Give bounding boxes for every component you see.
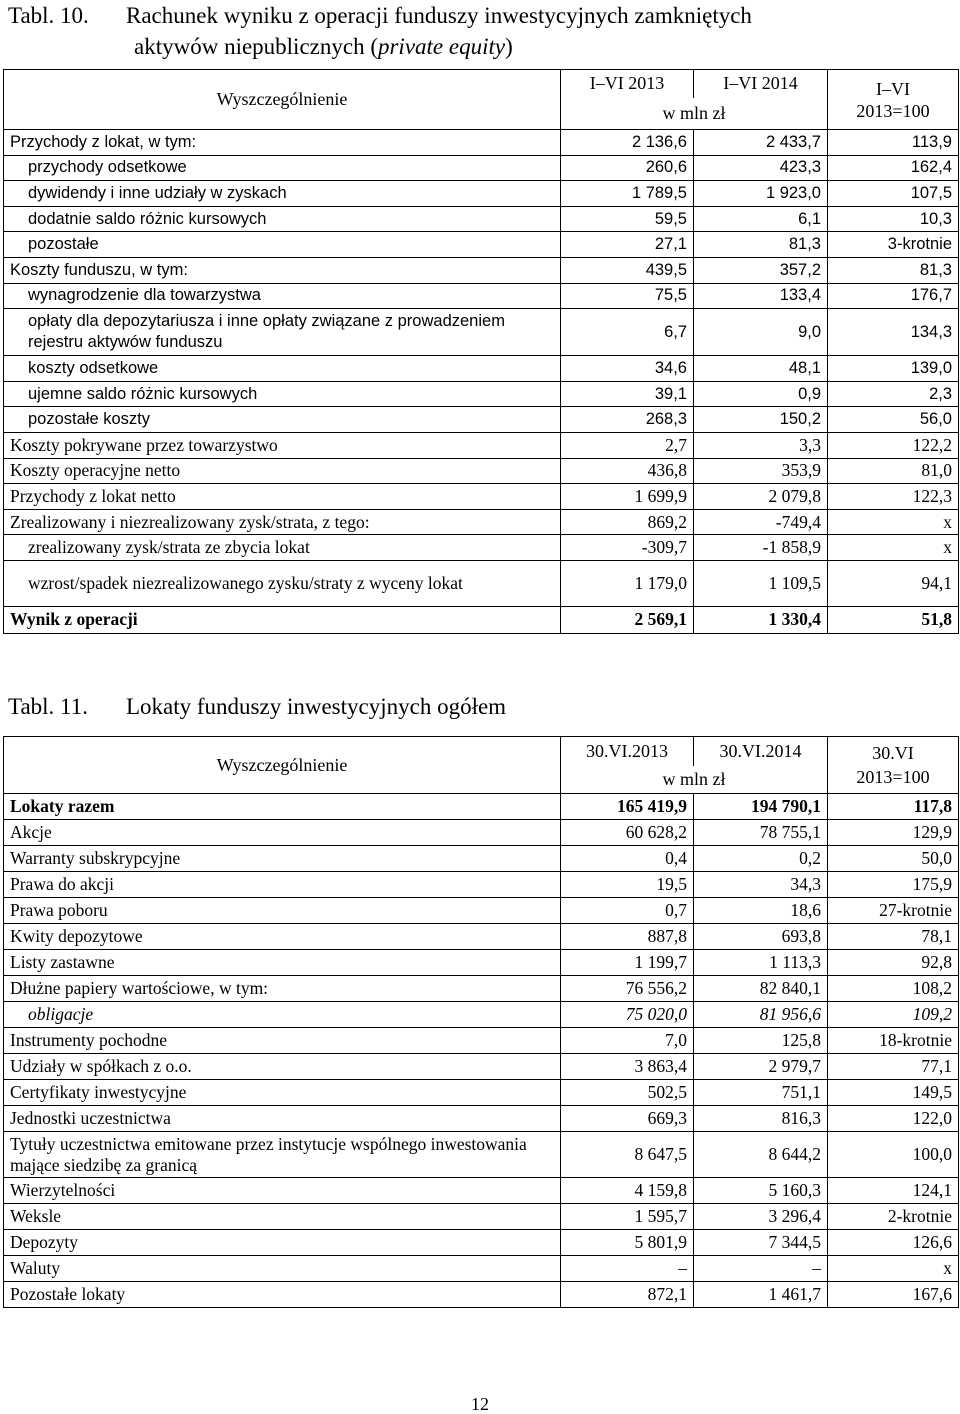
table10-row-value-1: 39,1 [561,381,694,407]
table11-row [4,1002,959,1028]
table10-row-value-3: 2,3 [828,381,959,407]
table11-row-value-2: 78 755,1 [694,820,828,846]
table10-row-value-1: 6,7 [561,309,694,356]
table10-header-col2: I–VI 2014 [694,70,828,98]
table10-row-value-1: 1 179,0 [561,560,694,606]
table11-row-value-3: 18-krotnie [828,1028,959,1054]
table11-row-value-1: 669,3 [561,1106,694,1132]
table10-row-label: wynagrodzenie dla towarzystwa [4,283,561,309]
table11-row [4,1132,959,1178]
table11-row-value-1: 76 556,2 [561,976,694,1002]
table11-row-value-3: 77,1 [828,1054,959,1080]
table10-row [4,458,959,484]
table10-row-value-1: 2,7 [561,432,694,458]
table10-row-value-3: 10,3 [828,206,959,232]
table11-row-label: Dłużne papiery wartościowe, w tym: [4,976,561,1002]
table11-row-label: Akcje [4,820,561,846]
table11-row-value-1: 502,5 [561,1080,694,1106]
table11-header-col3-line2: 2013=100 [856,767,930,787]
table10-row [4,381,959,407]
table10-row-value-3: 134,3 [828,309,959,356]
table11-row-value-2: 34,3 [694,872,828,898]
table10-title-line1: Rachunek wyniku z operacji funduszy inwestycyjnych zamkniętych [126,3,752,28]
table10-row-value-2: 6,1 [694,206,828,232]
table10-row-value-3: 3-krotnie [828,232,959,258]
table11-row [4,794,959,820]
table10-row-value-2: -749,4 [694,509,828,535]
table11-row [4,820,959,846]
table11-row-value-1: 1 595,7 [561,1204,694,1230]
table11-number: Tabl. 11. [8,694,88,719]
table11-row-value-3: 149,5 [828,1080,959,1106]
table11-row-value-3: 109,2 [828,1002,959,1028]
table11-row-value-2: 693,8 [694,924,828,950]
table11-row-label: Depozyty [4,1230,561,1256]
table10-row [4,309,959,356]
table11-row-label: Prawa do akcji [4,872,561,898]
table11-row [4,1282,959,1308]
table11-row-label: Jednostki uczestnictwa [4,1106,561,1132]
table11-row [4,1080,959,1106]
table10-row-value-1: 1 789,5 [561,181,694,207]
table10-row-label: Przychody z lokat, w tym: [4,130,561,156]
table11-row-value-1: 887,8 [561,924,694,950]
table11-row-value-3: 126,6 [828,1230,959,1256]
table11-title [8,691,506,722]
table11-row-label: Lokaty razem [4,794,561,820]
table10-row-value-3: 81,3 [828,257,959,283]
table10-row-value-1: 260,6 [561,155,694,181]
table10-row-value-1: 75,5 [561,283,694,309]
table10-row-value-3: x [828,535,959,561]
table10-row-value-2: 0,9 [694,381,828,407]
table10 [3,69,959,634]
table10-row-value-3: 176,7 [828,283,959,309]
table10-header-col1: I–VI 2013 [561,70,694,98]
table10-row-value-2: 133,4 [694,283,828,309]
table10-title-line2 [8,31,948,62]
table10-row-value-3: 56,0 [828,407,959,433]
table11-row-value-3: 167,6 [828,1282,959,1308]
table10-row-value-3: 113,9 [828,130,959,156]
table11-row [4,846,959,872]
table10-title [8,0,948,62]
table11-row-value-2: 5 160,3 [694,1178,828,1204]
table11-row [4,1230,959,1256]
table11-row-value-2: 81 956,6 [694,1002,828,1028]
table11-row-value-2: 0,2 [694,846,828,872]
table10-row [4,432,959,458]
table10-row-value-2: 1 109,5 [694,560,828,606]
table11-row [4,924,959,950]
table10-row-value-3: 81,0 [828,458,959,484]
table11-row-label: Pozostałe lokaty [4,1282,561,1308]
table10-header-col3-line2: 2013=100 [856,100,930,121]
table10-title-line2-italic: private equity [377,34,506,59]
table11-header-col2: 30.VI.2014 [694,737,828,766]
table10-header-col3-line1: I–VI [876,78,910,99]
table11-row-value-2: 816,3 [694,1106,828,1132]
table11-row [4,976,959,1002]
table11-row-value-1: – [561,1256,694,1282]
table11-row-label: Prawa poboru [4,898,561,924]
table10-row-value-2: 3,3 [694,432,828,458]
table10-header-unit: w mln zł [561,98,828,130]
table11-row [4,1028,959,1054]
table11-row-value-1: 5 801,9 [561,1230,694,1256]
table11-row-value-1: 872,1 [561,1282,694,1308]
table11-row-value-3: 129,9 [828,820,959,846]
table10-row [4,484,959,510]
table11-row-label: Kwity depozytowe [4,924,561,950]
table10-row-value-3: x [828,509,959,535]
table10-row-value-2: 423,3 [694,155,828,181]
table10-row-value-2: 9,0 [694,309,828,356]
table10-row-value-3: 94,1 [828,560,959,606]
table11-header-col3-line1: 30.VI [872,743,914,763]
table11-row-value-3: 175,9 [828,872,959,898]
table10-row-value-3: 162,4 [828,155,959,181]
table11-row [4,1256,959,1282]
table10-row [4,181,959,207]
table11-row-value-3: 100,0 [828,1132,959,1178]
table10-row-value-1: 34,6 [561,356,694,382]
table11-row [4,950,959,976]
table10-row-label: Zrealizowany i niezrealizowany zysk/strata, z tego: [4,509,561,535]
table11-row-value-2: 194 790,1 [694,794,828,820]
table11-row-value-2: – [694,1256,828,1282]
table10-row-label: Koszty funduszu, w tym: [4,257,561,283]
table10-header-col3 [828,70,959,130]
table11-row-value-2: 82 840,1 [694,976,828,1002]
table10-row [4,407,959,433]
table10-row-label: dywidendy i inne udziały w zyskach [4,181,561,207]
table11-row-value-1: 0,4 [561,846,694,872]
table10-row-value-2: -1 858,9 [694,535,828,561]
table11-row-value-1: 1 199,7 [561,950,694,976]
table10-row-label: Wynik z operacji [4,606,561,633]
table10-row-value-3: 107,5 [828,181,959,207]
table11-title-text: Lokaty funduszy inwestycyjnych ogółem [126,694,507,719]
table11-row-value-1: 4 159,8 [561,1178,694,1204]
table10-row-value-2: 1 923,0 [694,181,828,207]
table11-row-value-2: 1 461,7 [694,1282,828,1308]
table11-row-label: Warranty subskrypcyjne [4,846,561,872]
table11-row-value-2: 18,6 [694,898,828,924]
table11-row [4,872,959,898]
table10-row-label: opłaty dla depozytariusza i inne opłaty związane z prowadzeniem rejestru aktywów funduszu [4,309,561,356]
table10-row [4,535,959,561]
table11-row-value-1: 0,7 [561,898,694,924]
table10-row [4,283,959,309]
table10-row [4,509,959,535]
table11-row-value-2: 8 644,2 [694,1132,828,1178]
table11-row [4,1054,959,1080]
table10-row [4,155,959,181]
table11-row-value-3: 78,1 [828,924,959,950]
table10-row [4,356,959,382]
table11-row-value-1: 165 419,9 [561,794,694,820]
table10-row-label: wzrost/spadek niezrealizowanego zysku/straty z wyceny lokat [4,560,561,606]
table10-row-value-1: 2 136,6 [561,130,694,156]
table11-row-value-3: 108,2 [828,976,959,1002]
table11-row-label: obligacje [4,1002,561,1028]
table11-row-value-3: 92,8 [828,950,959,976]
table11-row [4,1204,959,1230]
table11-row-value-1: 3 863,4 [561,1054,694,1080]
table11-header-col1: 30.VI.2013 [561,737,694,766]
table10-row-label: pozostałe koszty [4,407,561,433]
table11-row-value-3: 117,8 [828,794,959,820]
table10-row-label: pozostałe [4,232,561,258]
table11-row-value-3: 27-krotnie [828,898,959,924]
table10-row-label: koszty odsetkowe [4,356,561,382]
table11-row-value-1: 8 647,5 [561,1132,694,1178]
table11-row [4,898,959,924]
table10-row-value-1: 268,3 [561,407,694,433]
table11-row-value-1: 7,0 [561,1028,694,1054]
table10-row-value-1: -309,7 [561,535,694,561]
table10-row-label: Koszty operacyjne netto [4,458,561,484]
table10-row-value-1: 436,8 [561,458,694,484]
table11-row-label: Listy zastawne [4,950,561,976]
table11-row-value-1: 60 628,2 [561,820,694,846]
table10-row-label: Koszty pokrywane przez towarzystwo [4,432,561,458]
table10-row-value-2: 1 330,4 [694,606,828,633]
table10-body [4,130,959,634]
table10-row-value-2: 357,2 [694,257,828,283]
table10-number: Tabl. 10. [8,3,89,28]
table10-row-value-2: 2 433,7 [694,130,828,156]
table11-row-value-2: 2 979,7 [694,1054,828,1080]
table11-row-value-3: 124,1 [828,1178,959,1204]
table10-row [4,560,959,606]
table11-row-label: Certyfikaty inwestycyjne [4,1080,561,1106]
table11-row [4,1106,959,1132]
table10-row-value-1: 27,1 [561,232,694,258]
table10-row-value-2: 2 079,8 [694,484,828,510]
table10-row [4,606,959,633]
table11-row-label: Wierzytelności [4,1178,561,1204]
table10-row-value-2: 48,1 [694,356,828,382]
table10-row-value-1: 869,2 [561,509,694,535]
table10-row-value-1: 2 569,1 [561,606,694,633]
table10-row-label: Przychody z lokat netto [4,484,561,510]
table11-row-label: Tytuły uczestnictwa emitowane przez instytucje wspólnego inwestowania mające siedzibę za granicą [4,1132,561,1178]
table11-row-label: Waluty [4,1256,561,1282]
table10-title-line2-part3: ) [505,34,513,59]
table11-row-label: Weksle [4,1204,561,1230]
table10-row [4,130,959,156]
table11-header-col3 [828,737,959,794]
table10-row-value-3: 139,0 [828,356,959,382]
table11-row-value-3: x [828,1256,959,1282]
table10-row-label: przychody odsetkowe [4,155,561,181]
table10-row-value-1: 439,5 [561,257,694,283]
table10-row [4,257,959,283]
table11-row-label: Instrumenty pochodne [4,1028,561,1054]
table11 [3,736,959,1308]
table11-header-unit: w mln zł [561,766,828,794]
table11-row-value-3: 2-krotnie [828,1204,959,1230]
table10-row-value-3: 122,2 [828,432,959,458]
table11-row-value-1: 19,5 [561,872,694,898]
table11-row-value-2: 751,1 [694,1080,828,1106]
table10-row-label: zrealizowany zysk/strata ze zbycia lokat [4,535,561,561]
table10-row [4,232,959,258]
table11-body [4,794,959,1308]
table11-row-value-2: 125,8 [694,1028,828,1054]
table10-row-value-2: 353,9 [694,458,828,484]
table11-header-label: Wyszczególnienie [4,737,561,794]
table10-row-value-3: 122,3 [828,484,959,510]
table11-row-value-1: 75 020,0 [561,1002,694,1028]
table10-row-label: dodatnie saldo różnic kursowych [4,206,561,232]
table10-row [4,206,959,232]
table10-title-line2-part1: aktywów niepublicznych ( [134,34,378,59]
table11-row-value-2: 7 344,5 [694,1230,828,1256]
table10-header-label: Wyszczególnienie [4,70,561,130]
table11-row [4,1178,959,1204]
table10-row-label: ujemne saldo różnic kursowych [4,381,561,407]
table11-row-value-3: 122,0 [828,1106,959,1132]
table10-row-value-3: 51,8 [828,606,959,633]
table10-row-value-2: 81,3 [694,232,828,258]
page-number: 12 [471,1394,489,1414]
table10-row-value-1: 59,5 [561,206,694,232]
table11-row-value-2: 3 296,4 [694,1204,828,1230]
table10-row-value-1: 1 699,9 [561,484,694,510]
table11-row-label: Udziały w spółkach z o.o. [4,1054,561,1080]
table11-row-value-2: 1 113,3 [694,950,828,976]
table10-row-value-2: 150,2 [694,407,828,433]
table11-row-value-3: 50,0 [828,846,959,872]
